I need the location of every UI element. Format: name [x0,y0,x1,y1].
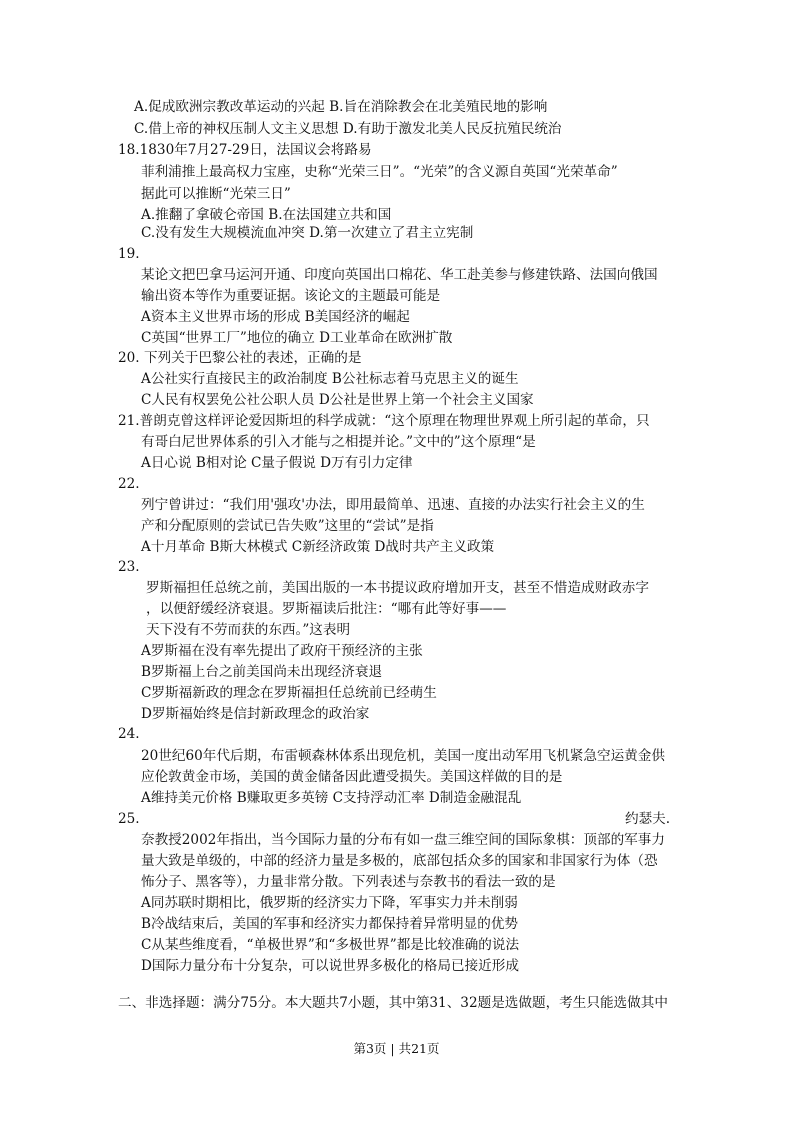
q23-option-a: A罗斯福在没有率先提出了政府干预经济的主张 [141,643,423,659]
page-footer: 第3页 | 共21页 [353,1041,440,1056]
q22-number: 22. [118,476,140,492]
q18-options-ab: A.推翻了拿破仑帝国 B.在法国建立共和国 [141,207,392,223]
q19-stem: 某论文把巴拿马运河开通、印度向英国出口棉花、华工赴美参与修建铁路、法国向俄国 [141,267,658,283]
q19-options-ab: A资本主义世界市场的形成 B美国经济的崛起 [141,309,410,325]
q25-stem: 奈教授2002年指出，当今国际力量的分布有如一盘三维空间的国际象棋：顶部的军事力 [141,832,665,848]
q19-stem-cont: 输出资本等作为重要证据。该论文的主题最可能是 [141,288,441,304]
q25-stem-start: 约瑟夫. [625,811,671,827]
q20-options-cd: C人民有权罢免公社公职人员 D公社是世界上第一个社会主义国家 [141,392,534,408]
q18-stem: 18.1830年7月27-29日，法国议会将路易 [118,142,372,158]
q23-stem-cont: 天下没有不劳而获的东西。”这表明 [146,622,351,638]
q25-stem-cont: 怖分子、黑客等），力量非常分散。下列表述与奈教书的看法一致的是 [141,874,556,890]
q25-option-c: C从某些维度看，“单极世界”和“多极世界”都是比较准确的说法 [141,937,520,953]
q23-number: 23. [118,559,140,575]
q24-stem: 20世纪60年代后期，布雷顿森林体系出现危机，美国一度出动军用飞机紧急空运黄金供 [141,748,665,764]
q24-number: 24. [118,726,140,742]
q24-options: A维持美元价格 B赚取更多英镑 C支持浮动汇率 D制造金融混乱 [141,790,522,806]
q22-stem-cont: 产和分配原则的尝试已告失败”这里的“尝试”是指 [141,518,434,534]
q23-stem-cont: ，以便舒缓经济衰退。罗斯福读后批注：“哪有此等好事—— [146,601,507,617]
q22-options: A十月革命 B斯大林模式 C新经济政策 D战时共产主义政策 [141,539,495,555]
q21-options: A日心说 B相对论 C量子假说 D万有引力定律 [141,455,413,471]
q25-option-b: B冷战结束后，美国的军事和经济实力都保持着异常明显的优势 [141,916,519,932]
q17-options-cd: C.借上帝的神权压制人文主义思想 D.有助于激发北美人民反抗殖民统治 [134,121,562,137]
q25-option-a: A同苏联时期相比，俄罗斯的经济实力下降，军事实力并未削弱 [141,895,518,911]
section-two-heading: 二、非选择题：满分75分。本大题共7小题，其中第31、32题是选做题，考生只能选做其中 [118,995,668,1011]
q21-stem-cont: 有哥白尼世界体系的引入才能与之相提并论。”文中的”这个原理“是 [141,434,536,450]
q18-stem-cont: 据此可以推断“光荣三日” [141,186,291,202]
q18-options-cd: C.没有发生大规模流血冲突 D.第一次建立了君主立宪制 [141,225,474,241]
q19-options-cd: C英国“世界工厂”地位的确立 D工业革命在欧洲扩散 [141,330,453,346]
q25-stem-cont: 量大致是单级的，中部的经济力量是多极的，底部包括众多的国家和非国家行为体（恐 [141,853,658,869]
q17-options-ab: A.促成欧洲宗教改革运动的兴起 B.旨在消除教会在北美殖民地的影响 [134,99,548,115]
q20-stem: 20. 下列关于巴黎公社的表述，正确的是 [118,350,362,366]
q23-option-d: D罗斯福始终是信封新政理念的政治家 [141,706,370,722]
q19-number: 19. [118,246,140,262]
q18-stem-cont: 菲利浦推上最高权力宝座，史称“光荣三日”。“光荣”的含义源自英国“光荣革命” [141,164,618,180]
q21-stem: 21.普朗克曾这样评论爱因斯坦的科学成就：“这个原理在物理世界观上所引起的革命，只 [118,413,650,429]
q23-option-b: B罗斯福上台之前美国尚未出现经济衰退 [141,664,383,680]
q20-options-ab: A公社实行直接民主的政治制度 B公社标志着马克思主义的诞生 [141,371,519,387]
q22-stem: 列宁曾讲过：“我们用'强攻'办法，即用最简单、迅速、直接的办法实行社会主义的生 [141,497,645,513]
q24-stem-cont: 应伦敦黄金市场，美国的黄金储备因此遭受损失。美国这样做的目的是 [141,769,563,785]
q23-stem: 罗斯福担任总统之前，美国出版的一本书提议政府增加开支，甚至不惜造成财政赤字 [146,580,649,596]
q25-number: 25. [118,811,140,827]
q23-option-c: C罗斯福新政的理念在罗斯福担任总统前已经萌生 [141,685,437,701]
q25-option-d: D国际力量分布十分复杂，可以说世界多极化的格局已接近形成 [141,958,519,974]
